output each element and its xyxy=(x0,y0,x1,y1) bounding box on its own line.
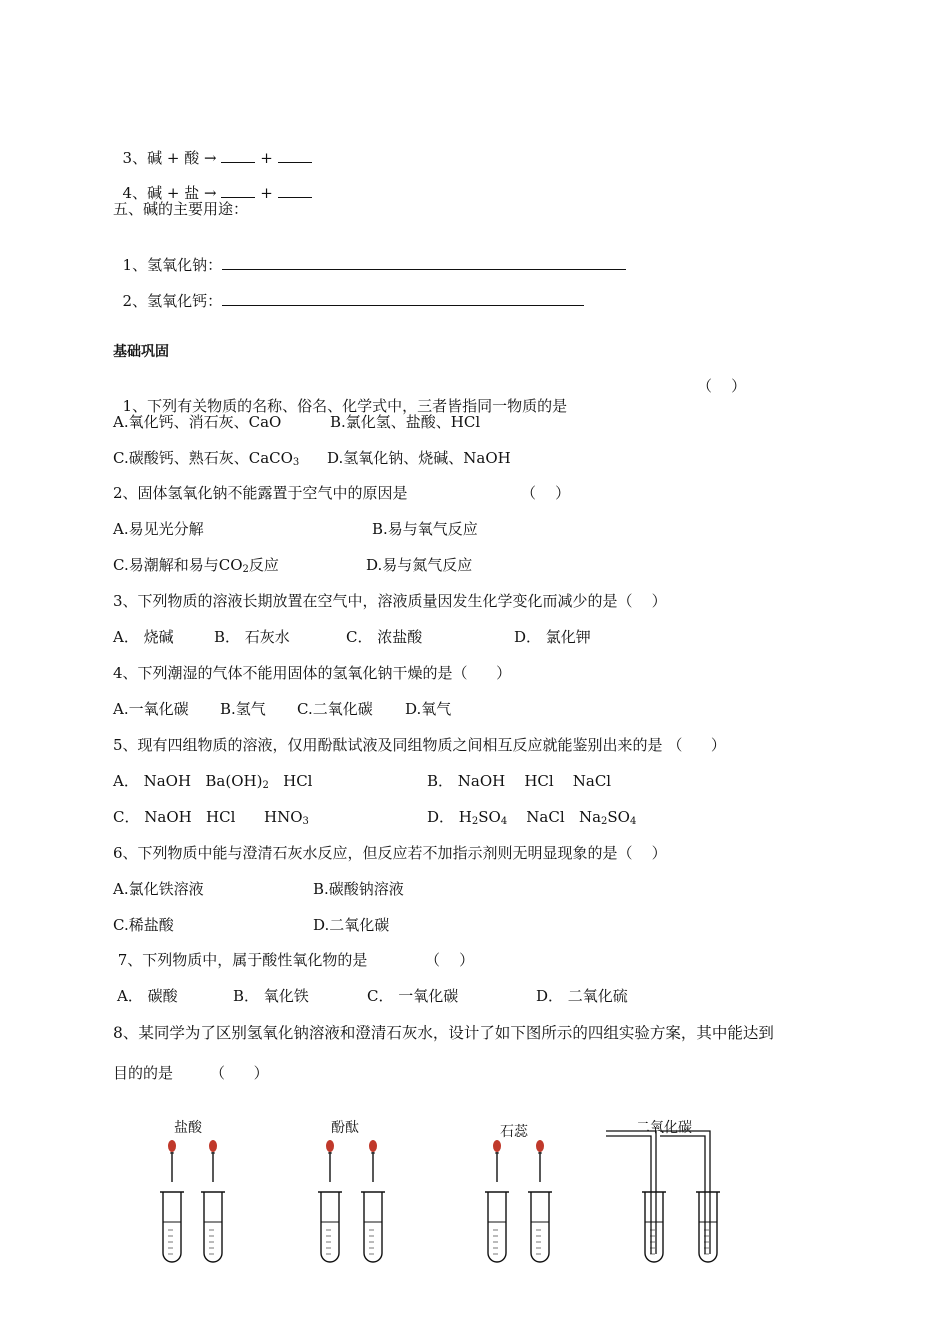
q1-option-b: B.氯化氢、盐酸、HCl xyxy=(330,413,481,431)
gas-tube-outer-4-2 xyxy=(660,1136,705,1254)
dropper-1-1-bulb xyxy=(168,1140,176,1152)
q2-option-c: C.易潮解和易与$CO_2$反应 xyxy=(113,556,279,575)
test-tube-3-2 xyxy=(528,1192,552,1262)
q7-stem: 7、下列物质中，属于酸性氧化物的是 xyxy=(113,951,368,969)
figure-label-co2: 二氧化碳 xyxy=(636,1120,692,1136)
q1-option-c: C.碳酸钙、熟石灰、CaCO$_3$ xyxy=(113,449,300,468)
q2-answer-paren[interactable]: （ ） xyxy=(521,484,571,502)
q7-answer-paren[interactable]: （ ） xyxy=(425,951,475,969)
dropper-2-2-bulb xyxy=(369,1140,377,1152)
test-tube-2-2 xyxy=(361,1192,385,1262)
reaction-item-3: 3、碱 + 酸 → + xyxy=(113,128,312,168)
q3-stem: 3、下列物质的溶液长期放置在空气中，溶液质量因发生化学变化而减少的是（ ） xyxy=(113,592,667,610)
q4-option-a: A.一氧化碳 xyxy=(113,700,189,718)
q1-stem: 1、下列有关物质的名称、俗名、化学式中，三者皆指同一物质的是 xyxy=(122,397,568,415)
q3-option-b: B． 石灰水 xyxy=(214,628,290,646)
q8-answer-paren[interactable]: （ ） xyxy=(210,1064,269,1082)
test-tube-4-1 xyxy=(642,1192,666,1262)
use-naoh: 1、氢氧化钠： xyxy=(113,235,626,275)
q3-option-d: D． 氯化钾 xyxy=(514,628,591,646)
test-tube-3-1 xyxy=(485,1192,509,1262)
q7-option-b: B． 氧化铁 xyxy=(233,987,309,1005)
q5-option-b: B． NaOH HCl NaCl xyxy=(427,772,612,790)
q6-option-d: D.二氧化碳 xyxy=(313,916,390,934)
q2-option-d: D.易与氮气反应 xyxy=(366,556,473,574)
test-tube-4-2 xyxy=(696,1192,720,1262)
figure-label-litmus: 石蕊 xyxy=(500,1124,528,1140)
q4-option-c: C.二氧化碳 xyxy=(297,700,373,718)
q3-option-a: A． 烧碱 xyxy=(113,628,174,646)
test-tube-1-2 xyxy=(201,1192,225,1262)
use-caoh2: 2、氢氧化钙： xyxy=(113,271,584,311)
test-tube-2-1 xyxy=(318,1192,342,1262)
gas-tube-outer-4-1 xyxy=(606,1136,651,1254)
q6-stem: 6、下列物质中能与澄清石灰水反应，但反应若不加指示剂则无明显现象的是（ ） xyxy=(113,844,667,862)
q1-option-a: A.氧化钙、消石灰、CaO xyxy=(113,413,282,431)
q4-option-b: B.氢气 xyxy=(220,700,266,718)
q5-option-a: A． NaOH $Ba(OH)_2$ HCl xyxy=(113,772,313,791)
dropper-3-2-bulb xyxy=(536,1140,544,1152)
q6-option-c: C.稀盐酸 xyxy=(113,916,174,934)
q5-option-d: D． $H_2SO_4$ NaCl $Na_2SO_4$ xyxy=(427,808,637,827)
q3-option-c: C． 浓盐酸 xyxy=(346,628,423,646)
q4-option-d: D.氧气 xyxy=(405,700,452,718)
section-title: 基础巩固 xyxy=(113,344,169,360)
q1-option-d: D.氢氧化钠、烧碱、NaOH xyxy=(327,449,511,467)
figure-label-phenolphthalein: 酚酞 xyxy=(331,1120,359,1136)
q4-stem: 4、下列潮湿的气体不能用固体的氢氧化钠干燥的是（ ） xyxy=(113,664,512,682)
q1-answer-paren[interactable]: （ ） xyxy=(697,377,747,395)
test-tube-1-1 xyxy=(160,1192,184,1262)
q2-option-b: B.易与氧气反应 xyxy=(372,520,478,538)
section-5-title: 五、碱的主要用途： xyxy=(113,200,249,218)
q2-option-a: A.易见光分解 xyxy=(113,520,204,538)
q2-stem: 2、固体氢氧化钠不能露置于空气中的原因是 xyxy=(113,484,408,502)
dropper-1-2-bulb xyxy=(209,1140,217,1152)
q6-option-b: B.碳酸钠溶液 xyxy=(313,880,404,898)
q8-stem: 8、某同学为了区别氢氧化钠溶液和澄清石灰水，设计了如下图所示的四组实验方案，其中能达到 xyxy=(113,1024,774,1042)
q5-option-c: C． NaOH HCl $HNO_3$ xyxy=(113,808,309,827)
q6-option-a: A.氯化铁溶液 xyxy=(113,880,204,898)
dropper-3-1-bulb xyxy=(493,1140,501,1152)
dropper-2-1-bulb xyxy=(326,1140,334,1152)
q5-stem: 5、现有四组物质的溶液，仅用酚酞试液及同组物质之间相互反应就能鉴别出来的是 （ ） xyxy=(113,736,726,754)
q8-stem-cont: 目的的是 xyxy=(113,1064,174,1082)
reaction-item-4: 4、碱 + 盐 → + xyxy=(113,163,312,203)
q7-option-c: C． 一氧化碳 xyxy=(367,987,459,1005)
q7-option-d: D． 二氧化硫 xyxy=(536,987,628,1005)
figure-label-hcl: 盐酸 xyxy=(174,1120,202,1136)
q7-option-a: A． 碳酸 xyxy=(117,987,178,1005)
